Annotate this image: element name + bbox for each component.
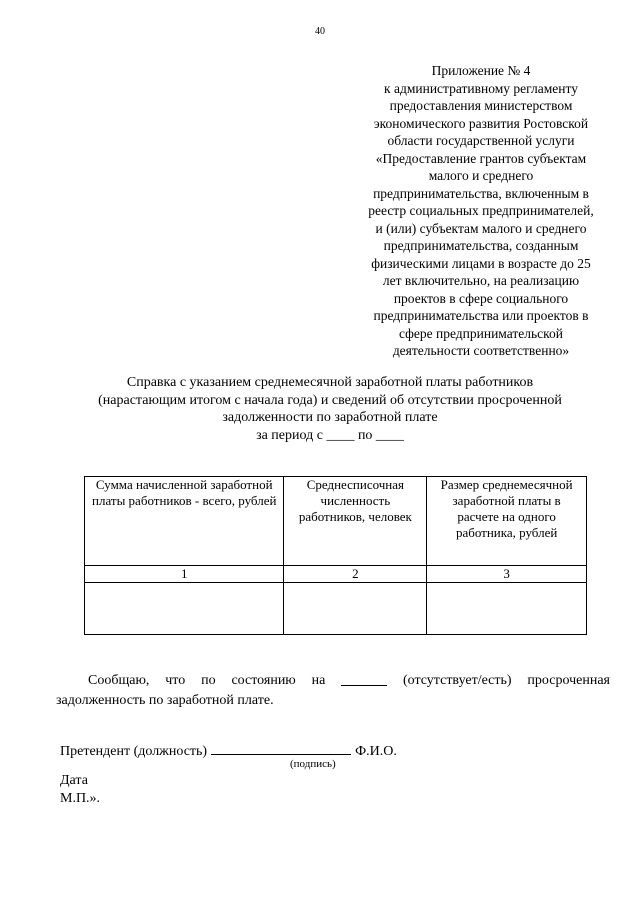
appendix-header [350,62,612,360]
column-number: 2 [284,566,427,583]
title-line: задолженности по заработной плате [222,410,438,425]
appendix-line: к административному регламенту [384,80,578,96]
appendix-line: деятельности соответственно» [392,343,570,358]
appendix-line: экономического развития Ростовской [373,115,589,131]
table-cell[interactable] [284,583,427,635]
appendix-line: физическими лицами в возрасте до 25 [371,255,591,271]
statement-line [56,671,610,691]
appendix-line: Приложение № 4 [431,63,531,78]
statement-word: Сообщаю, [88,673,150,688]
period-line: за период с ____ по ____ [256,427,404,443]
header-average-salary: Размер среднемесячной заработной платы в расчете на одного работника, рублей [427,477,587,566]
appendix-line: проектов в сфере социального [393,290,569,306]
appendix-line: предоставления министерством [389,98,573,113]
table-number-row [85,566,587,583]
header-total-salary: Сумма начисленной заработной платы работников - всего, рублей [85,477,284,566]
statement-word: состоянию [231,673,296,688]
document-title [60,374,600,444]
statement-word: по [201,673,216,688]
date-label: Дата [60,773,88,788]
column-number: 3 [427,566,587,583]
statement-line: задолженность по заработной плате. [56,693,274,708]
statement-word: что [165,673,186,688]
footer-block [60,772,100,808]
title-line: (нарастающим итогом с начала года) и сведений об отсутствии просроченной [98,392,562,408]
signature-caption: (подпись) [290,758,336,770]
appendix-line: предпринимательства или проектов в [373,308,589,323]
table-cell[interactable] [427,583,587,635]
salary-table [84,476,587,635]
appendix-line: реестр социальных предпринимателей, [368,203,594,218]
table-cell[interactable] [85,583,284,635]
signature-field[interactable] [211,740,351,755]
appendix-line: предпринимательства, созданным [383,238,579,253]
appendix-line: сфере предпринимательской [398,325,564,341]
appendix-line: лет включительно, на реализацию [382,273,580,288]
applicant-label: Претендент (должность) [60,744,208,759]
column-number: 1 [85,566,284,583]
appendix-line: области государственной услуги [387,133,575,148]
title-line: Справка с указанием среднемесячной заработной платы работников [126,375,534,390]
table-header-row [85,477,587,566]
table-row [85,583,587,635]
statement-word: просроченная [527,673,610,688]
page-number: 40 [315,26,325,37]
statement-paragraph [56,671,610,711]
applicant-signature-line [60,740,397,760]
header-headcount: Среднесписочная численность работников, человек [284,477,427,566]
appendix-line: малого и среднего [428,168,534,183]
statement-word: на [311,673,326,688]
appendix-line: и (или) субъектам малого и среднего [375,220,587,236]
appendix-line: предпринимательства, включенным в [373,185,589,201]
date-blank-field[interactable] [341,671,387,686]
appendix-line: «Предоставление грантов субъектам [375,150,587,166]
seal-label: М.П.». [60,791,101,806]
fio-label: Ф.И.О. [355,744,397,759]
statement-word: (отсутствует/есть) [403,673,512,688]
